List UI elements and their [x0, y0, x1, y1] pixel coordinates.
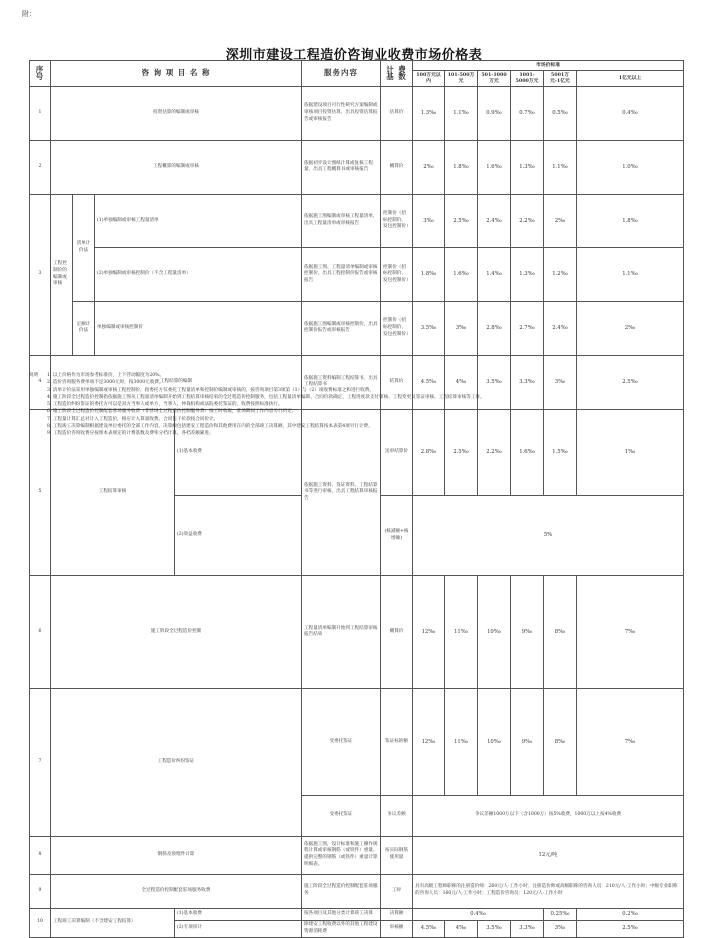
rate-cell: 3.3‰	[511, 920, 544, 937]
fee-table	[29, 60, 684, 938]
table-row	[30, 874, 684, 908]
row-seq: 5	[30, 409, 51, 576]
row-basis: 结算价	[381, 355, 413, 409]
rate-merged: 12元/吨	[413, 836, 684, 874]
rate-cell: 4.5‰	[413, 920, 445, 937]
rate-cell: 1.3‰	[511, 248, 544, 302]
table-row	[30, 302, 684, 356]
row-service: 除建安工程收费以外的其他工程建设资源消耗费	[302, 920, 381, 937]
rate-cell: 2.2‰	[511, 194, 544, 248]
row-seq: 7	[30, 689, 51, 836]
rate-cell: 1.8‰	[413, 248, 445, 302]
rate-cell: 8‰	[544, 689, 577, 796]
rate-cell: 10‰	[478, 576, 511, 689]
row-basis: 控制价（招标控制价、发包控制价）	[381, 248, 413, 302]
row-basis: 概算价	[381, 576, 413, 689]
rate-cell: 1.5‰	[544, 409, 577, 496]
notes-section	[29, 372, 683, 438]
table-row	[30, 248, 684, 302]
row-service: 依据施工资料编制工程结算书，出具工程结算书	[302, 355, 381, 409]
header-tier-2: 101-500万元	[445, 71, 478, 87]
rate-cell: 2.2‰	[478, 409, 511, 496]
rate-cell: 7‰	[577, 689, 684, 796]
rate-cell: 1.2‰	[544, 248, 577, 302]
rate-cell: 3.5‰	[413, 302, 445, 356]
row-seq: 4	[30, 355, 51, 409]
row-item: 全过程造价控制配套驻场服务收费	[51, 874, 302, 908]
row-service: 工程量清单编制开始到工程结算审核报告结束	[302, 576, 381, 689]
row-item: 工程概算的编制或审核	[51, 140, 302, 194]
row-basis: 送审结算价	[381, 409, 413, 496]
note-item: 5. 工程造价纠纷鉴证的委托方可以是双方当事人或单方，当事人、仲裁机构或法院委托鉴证的，收费按照标准执行。	[47, 402, 283, 408]
rate-cell: 2.8‰	[478, 302, 511, 356]
row-subitem: (1)基本收费	[175, 908, 302, 920]
rate-cell: 4‰	[445, 355, 478, 409]
row-item: 投资估算的编制或审核	[51, 87, 302, 141]
rate-cell: 0.5‰	[544, 87, 577, 141]
rate-cell: 2.4‰	[478, 194, 511, 248]
row-item: (2)单独编制或审核控制价（不含工程量清单）	[95, 248, 302, 302]
row-service: 依据施工图，设计标准和施工操作规程计算或审核钢筋（或铁件）重量。提供完整的钢筋（或铁件）重量计算明细表。	[302, 836, 381, 874]
rate-cell: 2.5‰	[445, 409, 478, 496]
row-basis: 争议差额	[381, 795, 413, 836]
rate-cell: 3.3‰	[511, 355, 544, 409]
rate-cell: 3‰	[544, 355, 577, 409]
rate-cell: 0.25‰	[544, 908, 577, 920]
rate-cell: 2.5‰	[445, 194, 478, 248]
rate-cell: 4‰	[445, 920, 478, 937]
row-item: 单独编制或审核控制价	[95, 302, 302, 356]
row-item: 施工阶段全过程造价控制	[51, 576, 302, 689]
table-row	[30, 87, 684, 141]
rate-cell: 3.5‰	[478, 355, 511, 409]
row-seq: 8	[30, 836, 51, 874]
row-item: 工程结算的编制	[51, 355, 302, 409]
row-service: 依据初步设计图纸计算或复核工程量，出具工程概算书或审核报告	[302, 140, 381, 194]
rate-cell: 1.4‰	[478, 248, 511, 302]
row-item: (1)基本收费	[175, 409, 302, 496]
row-group: 工程控制价的编制或审核	[51, 194, 73, 355]
header-seq: 序号	[30, 61, 51, 87]
header-tier-6: 1亿元以上	[577, 71, 684, 87]
row-service: 依据施工图、工程量清单编制或审核控制价，出具工程控制价报告或审核报告	[302, 248, 381, 302]
row-service: 受委托鉴证	[302, 795, 381, 836]
header-market-group: 市场价标准	[413, 61, 684, 71]
note-item: 1. 以上价格作为市场参考标准价，上下浮动幅度为20%。	[47, 373, 165, 378]
header-row-1	[30, 61, 684, 71]
notes-list	[29, 372, 683, 438]
row-service: 依据建设项目可行性研究方案编制或审核项目投资估算，出具投资估算报告或审核报告	[302, 87, 381, 141]
attachment-label: 附：	[22, 10, 36, 18]
rate-cell: 1.3‰	[413, 87, 445, 141]
header-service: 服务内容	[302, 61, 381, 87]
rate-cell: 2‰	[413, 140, 445, 194]
row-item: 工程竣工决算编制（不含建安工程结算）	[51, 908, 175, 937]
row-service: 依据施工图编制或审核工程量清单，出具工程量清单或审核报告	[302, 194, 381, 248]
rate-cell: 12‰	[413, 689, 445, 796]
row-item: (2)效益收费	[175, 496, 302, 576]
rate-cell: 0.2‰	[577, 908, 684, 920]
header-tier-1: 100万元以内	[413, 71, 445, 87]
rate-cell: 0.4‰	[577, 87, 684, 141]
rate-cell: 2‰	[544, 194, 577, 248]
table-row	[30, 194, 684, 248]
row-seq: 9	[30, 874, 51, 908]
rate-cell: 7‰	[577, 576, 684, 689]
note-item: 8. 工程竣工决算编制根据建设单位委托的全部工作内容，决算额包括建安工程造价和其他费用在内的全部竣工决算额，其中建安工程结算按本表第4项另行计费。	[47, 424, 373, 430]
row-seq: 10	[30, 908, 51, 937]
header-tier-3: 501-1000万元	[478, 71, 511, 87]
row-item: (1)单独编制或审核工程量清单	[95, 194, 302, 248]
rate-cell: 2.4‰	[544, 302, 577, 356]
row-service: 依据施工资料、签证资料、工程结算书等进行审核，出具工程结算审核报告	[302, 409, 381, 576]
row-basis: 工时	[381, 874, 413, 908]
note-item: 2. 造价咨询服务费单项不足3000元时，按3000元收费。	[47, 380, 164, 386]
rate-cell: 3‰	[413, 194, 445, 248]
rate-cell: 11‰	[445, 689, 478, 796]
note-item: 3. 清单计价法采用单独编制或审核工程控制价，指委托方仅委托工程量清单和控制价编制或审核的，按咨询项目第3项第（1）与（2）项收费标准之和进行收费。	[47, 387, 374, 393]
rate-cell: 1.6‰	[445, 248, 478, 302]
rate-cell: 9‰	[511, 689, 544, 796]
rate-cell: 1.8‰	[577, 194, 684, 248]
row-basis: 鉴证标的额	[381, 689, 413, 796]
rate-cell: 10‰	[478, 689, 511, 796]
row-seq: 6	[30, 576, 51, 689]
row-method: 定额计价法	[73, 302, 95, 356]
rate-cell: 2‰	[577, 302, 684, 356]
note-item: 7. 工程量计算汇总对计入工程造价，相应计入算量收费。合同包干价款按合同价计。	[47, 416, 219, 422]
rate-cell: 11‰	[445, 576, 478, 689]
row-seq: 3	[30, 194, 51, 355]
row-group: 工程结算审核	[51, 409, 175, 576]
rate-cell: 0.9‰	[478, 87, 511, 141]
rate-cell: 1.0‰	[577, 140, 684, 194]
rate-cell: 4.5‰	[413, 355, 445, 409]
row-basis: (核减额+核增额)	[381, 496, 413, 576]
row-method: 清单计价法	[73, 194, 95, 302]
row-basis: 概算价	[381, 140, 413, 194]
rate-merged: 具有高级工程师职称的注册造价师：260元/人·工作小时；注册造价师或高级职称的咨询人员：210元/人·工作小时；中级专业职称的咨询人员：160元/人·工作小时；工程造价咨询员：120元/人·工作小时	[413, 874, 684, 908]
row-basis: 决算额	[381, 908, 413, 920]
header-tier-4: 1001-5000万元	[511, 71, 544, 87]
rate-cell: 3‰	[445, 302, 478, 356]
rate-cell: 8‰	[544, 576, 577, 689]
rate-cell: 2.5‰	[577, 355, 684, 409]
row-service: 依据施工图编制或审核控制价，出具控制价报告或审核报告	[302, 302, 381, 356]
row-seq: 1	[30, 87, 51, 141]
rate-cell: 1.6‰	[511, 409, 544, 496]
table-row	[30, 689, 684, 796]
rate-cell: 2.7‰	[511, 302, 544, 356]
row-item: 工程造价纠纷鉴证	[51, 689, 302, 836]
row-basis: 按实际钢筋使用量	[381, 836, 413, 874]
table-row	[30, 576, 684, 689]
rate-cell: 12‰	[413, 576, 445, 689]
rate-cell: 3.5‰	[478, 920, 511, 937]
rate-cell: 3‰	[544, 920, 577, 937]
header-basis: 计 费 基 数	[381, 61, 413, 87]
rate-merged: 5%	[413, 496, 684, 576]
note-item: 9. 工程造价咨询收费应按照本表规定的计费基数及费率分档计算，各档差额累进。	[47, 431, 214, 437]
page-title: 深圳市建设工程造价咨询业收费市场价格表	[225, 48, 483, 63]
rate-cell: 1.8‰	[445, 140, 478, 194]
table-row	[30, 140, 684, 194]
rate-cell: 2.5‰	[577, 920, 684, 937]
rate-cell: 1.1‰	[544, 140, 577, 194]
row-service: 按各项目及其他分类计算竣工决算	[302, 908, 381, 920]
notes-lead: 说明	[29, 373, 39, 378]
table-row	[30, 836, 684, 874]
row-subitem: (2)专项审计	[175, 920, 302, 937]
rate-cell: 1.6‰	[478, 140, 511, 194]
rate-merged: 0.4‰	[413, 908, 544, 920]
rate-cell: 0.7‰	[511, 87, 544, 141]
rate-cell: 1.1‰	[577, 248, 684, 302]
row-basis: 估算价	[381, 87, 413, 141]
header-item: 咨 询 项 目 名 称	[51, 61, 302, 87]
row-service: 受委托鉴证	[302, 689, 381, 796]
rate-merged: 争议差额1000万以下（含1000万）按5%收费，1000万以上按4%收费	[413, 795, 684, 836]
row-service: 施工阶段全过程造价控制配套驻场服务	[302, 874, 381, 908]
rate-cell: 9‰	[511, 576, 544, 689]
rate-cell: 1.1‰	[445, 87, 478, 141]
row-item: 钢筋及预埋件计算	[51, 836, 302, 874]
row-basis: 控制价（招标控制价、发包控制价）	[381, 302, 413, 356]
header-tier-5: 5001万元-1亿元	[544, 71, 577, 87]
note-item: 6. 施工阶段全过程造价控制配套驻场服务收费（非驻场全过程造价控制服务费）按工时收取，驻场期间工作内容另行约定。	[47, 409, 297, 415]
table-row	[30, 908, 684, 920]
row-basis: 控制价（招标控制价、发包控制价）	[381, 194, 413, 248]
rate-cell: 1‰	[577, 409, 684, 496]
rate-cell: 2.8‰	[413, 409, 445, 496]
row-basis: 审核额	[381, 920, 413, 937]
rate-cell: 1.3‰	[511, 140, 544, 194]
row-seq: 2	[30, 140, 51, 194]
note-item: 4. 施工阶段全过程造价控制指依据施工图从工程量清单编制开始到工程结算审核结束的全过程造价控制服务，包括工程量清单编制、合同价款确定、工程进度款支付审核、工程变更及签证审核、工程结算审核等工作。	[47, 394, 485, 400]
